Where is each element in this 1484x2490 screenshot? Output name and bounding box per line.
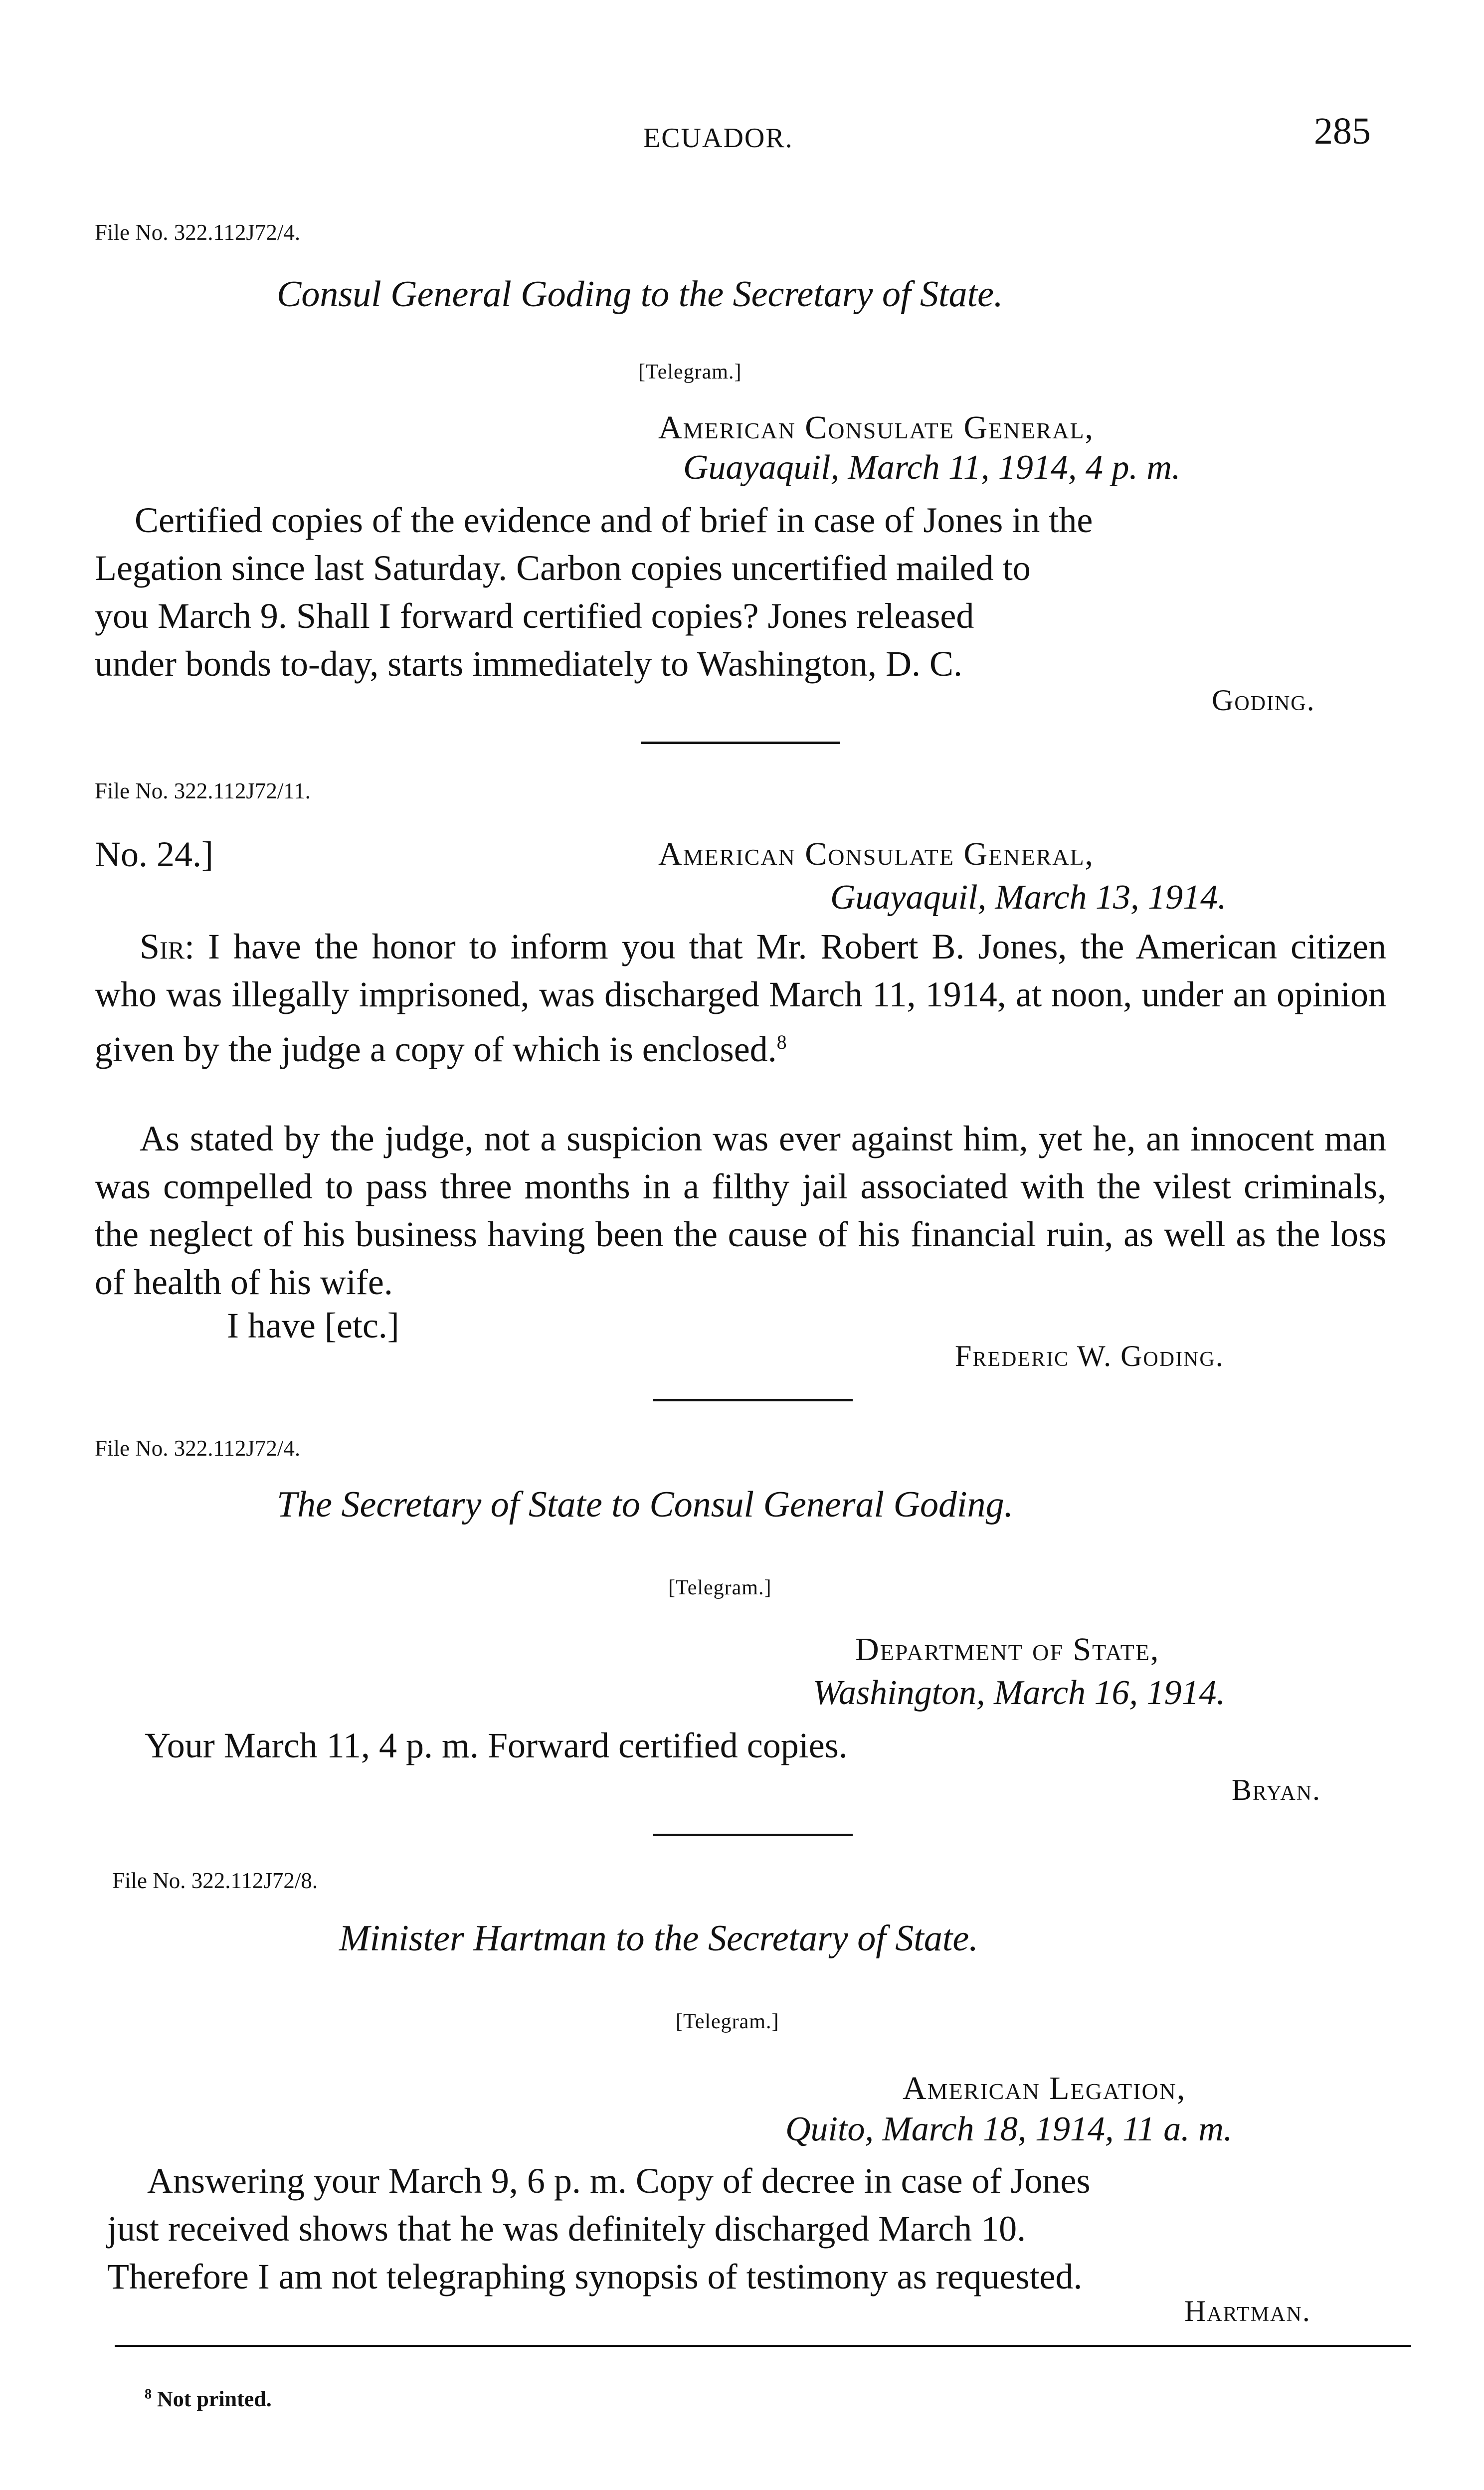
- body-line: Answering your March 9, 6 p. m. Copy of decree in case of Jones: [147, 2161, 1091, 2201]
- file-number: File No. 322.112J72/4.: [95, 1436, 301, 1461]
- section-divider: [653, 1399, 853, 1401]
- salutation: Sir: [140, 927, 185, 966]
- place-date: Washington, March 16, 1914.: [813, 1674, 1226, 1712]
- telegram-body: Your March 11, 4 p. m. Forward certified copies.: [145, 1725, 848, 1765]
- document-heading: Consul General Goding to the Secretary of State.: [277, 274, 1003, 315]
- despatch-number: No. 24.]: [95, 834, 213, 874]
- telegram-note: [Telegram.]: [638, 361, 742, 383]
- file-number: File No. 322.112J72/11.: [95, 778, 311, 803]
- footnote-rule: [115, 2345, 1411, 2347]
- signature: Goding.: [1212, 684, 1315, 717]
- body-line: Certified copies of the evidence and of brief in case of Jones in the: [135, 500, 1093, 540]
- document-heading: Minister Hartman to the Secretary of State.: [339, 1918, 978, 1959]
- body-line: you March 9. Shall I forward certified copies? Jones released: [95, 596, 974, 636]
- footnote-reference: 8: [776, 1031, 787, 1053]
- signature: Hartman.: [1184, 2295, 1311, 2327]
- document-heading: The Secretary of State to Consul General Goding.: [277, 1484, 1014, 1525]
- telegram-body: [95, 496, 1391, 688]
- telegram-note: [Telegram.]: [668, 1576, 772, 1599]
- despatch-paragraph: As stated by the judge, not a suspicion was ever against him, yet he, an innocent man was compelled to pass three months in a filthy jail associated with the vilest criminals, the neglect of his business having been the cause of his financial ruin, as well as the loss of health of his wife.: [95, 1119, 1386, 1302]
- sender-office: American Consulate General,: [658, 836, 1095, 872]
- running-head: ECUADOR.: [643, 123, 793, 154]
- file-number: File No. 322.112J72/8.: [112, 1868, 318, 1893]
- section-divider: [641, 742, 840, 744]
- closing: I have [etc.]: [227, 1306, 399, 1345]
- sender-office: Department of State,: [855, 1631, 1160, 1668]
- section-divider: [653, 1834, 853, 1836]
- page-number: 285: [1314, 110, 1371, 152]
- place-date: Guayaquil, March 13, 1914.: [830, 878, 1227, 917]
- place-date: Quito, March 18, 1914, 11 a. m.: [785, 2110, 1233, 2148]
- sender-office: American Legation,: [903, 2070, 1186, 2107]
- file-number: File No. 322.112J72/4.: [95, 220, 301, 245]
- body-line: Legation since last Saturday. Carbon copies uncertified mailed to: [95, 548, 1031, 588]
- footnote-text: Not printed.: [157, 2387, 272, 2411]
- telegram-note: [Telegram.]: [676, 2010, 779, 2033]
- body-line: Therefore I am not telegraphing synopsis of testimony as requested.: [107, 2257, 1083, 2297]
- signature: Bryan.: [1232, 1773, 1321, 1806]
- body-line: just received shows that he was definitely discharged March 10.: [107, 2209, 1026, 2249]
- body-line: under bonds to-day, starts immediately to Washington, D. C.: [95, 644, 962, 684]
- telegram-body: [107, 2157, 1404, 2300]
- signature: Frederic W. Goding.: [955, 1340, 1224, 1372]
- sender-office: American Consulate General,: [658, 409, 1095, 446]
- paragraph-text: : I have the honor to inform you that Mr. Robert B. Jones, the American citizen who was illegally imprisoned, was discharged March 11, 1914, at noon, under an opinion given by the judge a copy of which is enclosed.: [95, 927, 1386, 1069]
- footnote-mark: 8: [145, 2386, 152, 2402]
- footnote: [145, 2386, 272, 2412]
- despatch-paragraph: [95, 923, 1386, 1073]
- place-date: Guayaquil, March 11, 1914, 4 p. m.: [683, 448, 1181, 487]
